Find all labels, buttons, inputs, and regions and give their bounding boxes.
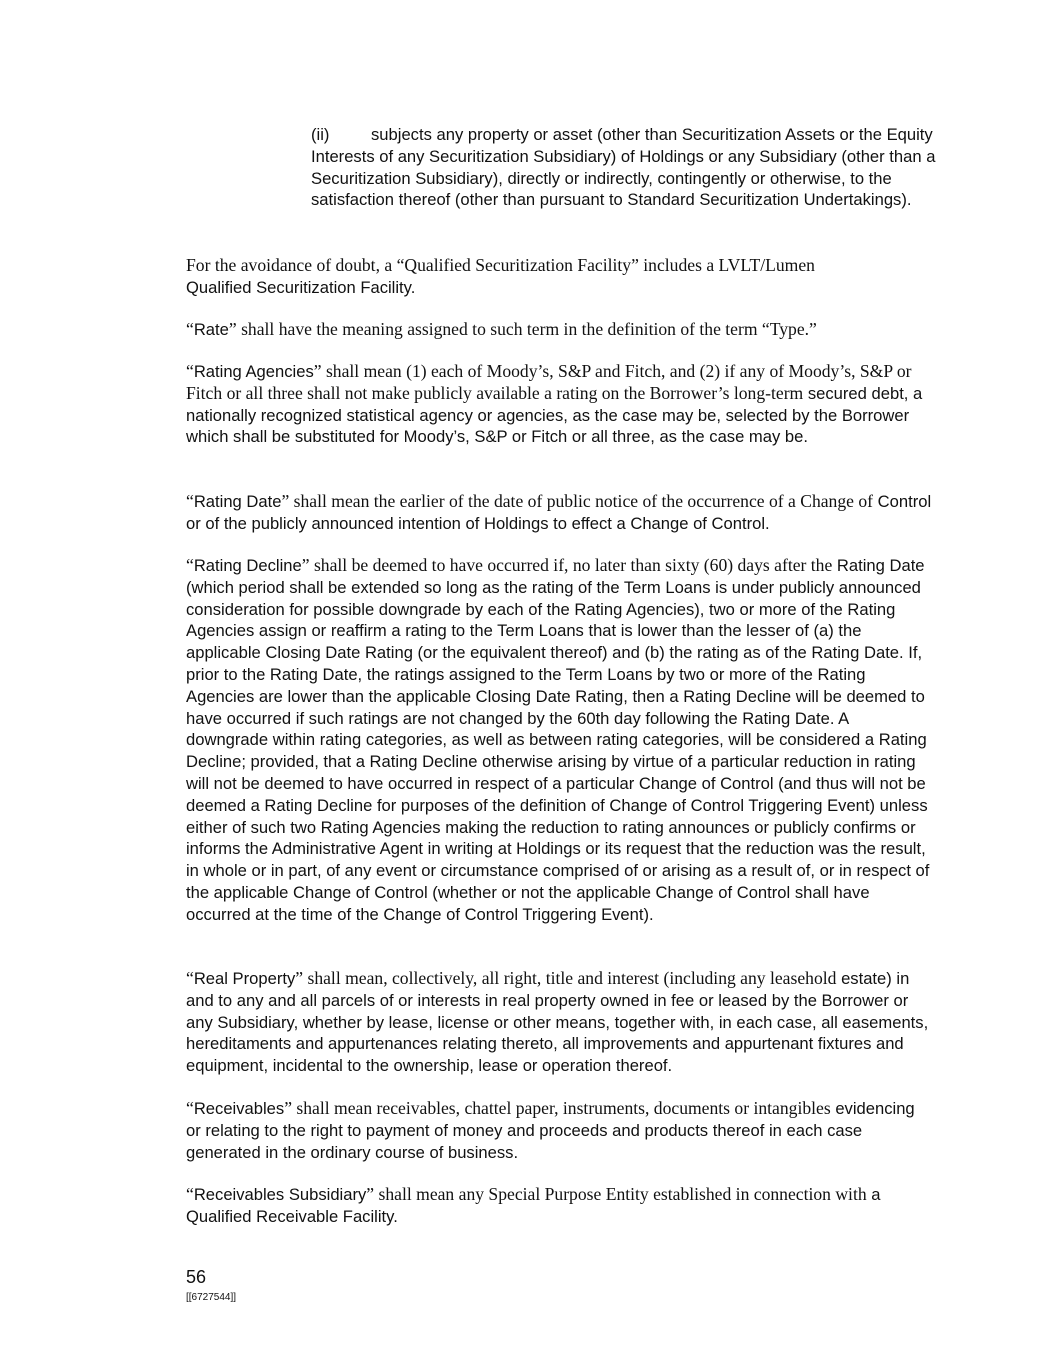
definition-body: secured debt, a nationally recognized statistical agency or agencies, as the case may be, selected by the Borrower which shall be substituted for Moody’s, S&P or Fitch or all three, as the case may be. [186, 383, 923, 447]
open-quote: “ [186, 491, 194, 511]
avoidance-line-2: Qualified Securitization Facility. [186, 277, 416, 297]
definition-rate [186, 319, 934, 341]
definition-rating-agencies [186, 361, 934, 448]
defined-term: Receivables Subsidiary [193, 1185, 367, 1204]
definition-body: Rating Date (which period shall be extended so long as the rating of the Term Loans is under publicly announced consideration for possible downgrade by each of the Rating Agencies), two or more of the Rating Agencies assign or reaffirm a rating to the Term Loans that is lower than the lesser of (a) the applicable Closing Date Rating (or the equivalent thereof) and (b) the rating as of the Rating Date. If, prior to the Rating Date, the ratings assigned to the Term Loans by two or more of the Rating Agencies are lower than the applicable Closing Date Rating, then a Rating Decline will be deemed to have occurred if such ratings are not changed by the 60th day following the Rating Date. A downgrade within rating categories, as well as between rating categories, will be considered a Rating Decline; provided, that a Rating Decline otherwise arising by virtue of a particular reduction in rating will not be deemed to have occurred in respect of a particular Change of Control (and thus will not be deemed a Rating Decline for purposes of the definition of Change of Control Triggering Event) unless either of such two Rating Agencies making the reduction to rating announces or publicly confirms or informs the Administrative Agent in writing at Holdings or its request that the reduction was the result, in whole or in part, of any event or circumstance comprised of or arising as a result of, or in respect of the applicable Change of Control (whether or not the applicable Change of Control shall have occurred at the time of the Change of Control Triggering Event). [186, 556, 930, 924]
page-number: 56 [186, 1267, 207, 1287]
definition-lead: ” shall mean, collectively, all right, title and interest (including any leasehold [295, 968, 837, 988]
clause-number: (ii) [311, 125, 330, 144]
avoidance-line-1: For the avoidance of doubt, a “Qualified Securitization Facility” includes a LVLT/Lumen [186, 255, 815, 275]
open-quote: “ [186, 319, 194, 339]
definition-body: evidencing or relating to the right to payment of money and proceeds and products thereof in each case generated in the ordinary course of business. [186, 1099, 915, 1162]
definition-receivables-subsidiary [186, 1184, 934, 1228]
definition-lead: ” shall mean any Special Purpose Entity established in connection with [366, 1184, 867, 1204]
open-quote: “ [186, 361, 194, 381]
clause-text: subjects any property or asset (other than Securitization Assets or the Equity Interests of any Securitization Subsidiary) of Holdings or any Subsidiary (other than a Securitization Subsidiary), directly or indirectly, contingently or otherwise, to the satisfaction thereof (other than pursuant to Standard Securitization Undertakings). [311, 125, 936, 210]
avoidance-paragraph [186, 255, 934, 299]
definition-body: estate) in and to any and all parcels of or interests in real property owned in fee or leased by the Borrower or any Subsidiary, whether by lease, license or other means, together with, in each case, all easements, hereditaments and appurtenances relating thereto, all improvements and appurtenant fixtures and equipment, incidental to the ownership, lease or operation thereof. [186, 969, 929, 1076]
definition-real-property [186, 968, 934, 1077]
definition-rating-date [186, 491, 934, 535]
clause-ii [311, 124, 936, 211]
definition-lead: ” shall be deemed to have occurred if, no later than sixty (60) days after the [301, 555, 833, 575]
definition-receivables [186, 1098, 934, 1163]
defined-term: Receivables [193, 1099, 285, 1118]
definition-lead: ” shall mean receivables, chattel paper, instruments, documents or intangibles [284, 1098, 831, 1118]
defined-term: Rate [193, 320, 229, 339]
definition-lead: ” shall have the meaning assigned to such term in the definition of the term “Type.” [228, 319, 817, 339]
defined-term: Real Property [193, 969, 296, 988]
definition-body: Control or of the publicly announced intention of Holdings to effect a Change of Control. [186, 492, 932, 533]
defined-term: Rating Agencies [193, 362, 314, 381]
definition-lead: ” shall mean the earlier of the date of public notice of the occurrence of a Change of [281, 491, 874, 511]
open-quote: “ [186, 968, 194, 988]
open-quote: “ [186, 1184, 194, 1204]
definition-lead: ” shall mean (1) each of Moody’s, S&P and Fitch, and (2) if any of Moody’s, S&P or Fitch or all three shall not make publicly available a rating on the Borrower’s long-term [186, 361, 912, 403]
definition-body: a Qualified Receivable Facility. [186, 1185, 881, 1226]
document-id: [[6727544]] [186, 1292, 237, 1303]
open-quote: “ [186, 555, 194, 575]
defined-term: Rating Decline [193, 556, 302, 575]
open-quote: “ [186, 1098, 194, 1118]
defined-term: Rating Date [193, 492, 282, 511]
definition-rating-decline [186, 555, 934, 926]
